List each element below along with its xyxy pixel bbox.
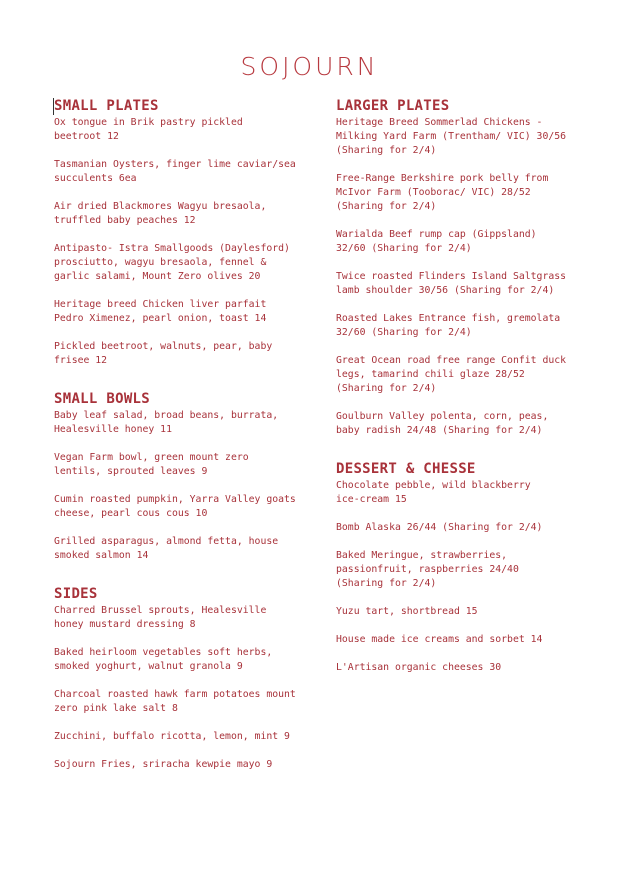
section-sides [54, 585, 324, 772]
menu-item: House made ice creams and sorbet 14 [336, 634, 543, 645]
menu-item: Charcoal roasted hawk farm potatoes mount zero pink lake salt 8 [54, 689, 296, 714]
menu-item: Goulburn Valley polenta, corn, peas, baby radish 24/48 (Sharing for 2/4) [336, 411, 549, 436]
menu-item: Heritage breed Chicken liver parfait Pedro Ximenez, pearl onion, toast 14 [54, 299, 267, 324]
section-small-plates [54, 97, 324, 368]
menu-item: Air dried Blackmores Wagyu bresaola, truffled baby peaches 12 [54, 201, 267, 226]
section-dessert-cheese [336, 460, 596, 675]
section-heading-sides: SIDES [54, 586, 98, 602]
menu-item: Chocolate pebble, wild blackberry ice-cream 15 [336, 480, 531, 505]
menu-item: Ox tongue in Brik pastry pickled beetroot 12 [54, 117, 243, 142]
menu-item: Great Ocean road free range Confit duck legs, tamarind chili glaze 28/52 (Sharing for 2/4) [336, 355, 567, 394]
menu-item: Yuzu tart, shortbread 15 [336, 606, 478, 617]
menu-item: Roasted Lakes Entrance fish, gremolata 32/60 (Sharing for 2/4) [336, 313, 561, 338]
menu-item: L'Artisan organic cheeses 30 [336, 662, 502, 673]
menu-item: Vegan Farm bowl, green mount zero lentils, sprouted leaves 9 [54, 452, 249, 477]
section-heading-dessert-cheese: DESSERT & CHESSE [336, 461, 476, 477]
section-heading-small-plates: SMALL PLATES [54, 98, 159, 114]
menu-item: Warialda Beef rump cap (Gippsland) 32/60 (Sharing for 2/4) [336, 229, 537, 254]
menu-item: Baby leaf salad, broad beans, burrata, Healesville honey 11 [54, 410, 279, 435]
menu-item: Antipasto- Istra Smallgoods (Daylesford) prosciutto, wagyu bresaola, fennel & garlic salami, Mount Zero olives 20 [54, 243, 290, 282]
menu-item: Heritage Breed Sommerlad Chickens - Milking Yard Farm (Trentham/ VIC) 30/56 (Sharing for 2/4) [336, 117, 567, 156]
menu-item: Tasmanian Oysters, finger lime caviar/sea succulents 6ea [54, 159, 296, 184]
menu-item: Charred Brussel sprouts, Healesville honey mustard dressing 8 [54, 605, 267, 630]
menu-item: Pickled beetroot, walnuts, pear, baby frisee 12 [54, 341, 273, 366]
menu-item: Zucchini, buffalo ricotta, lemon, mint 9 [54, 731, 290, 742]
menu-item: Free-Range Berkshire pork belly from McIvor Farm (Tooborac/ VIC) 28/52 (Sharing for 2/4) [336, 173, 549, 212]
section-heading-small-bowls: SMALL BOWLS [54, 391, 151, 407]
menu-item: Cumin roasted pumpkin, Yarra Valley goats cheese, pearl cous cous 10 [54, 494, 296, 519]
menu-item: Baked heirloom vegetables soft herbs, smoked yoghurt, walnut granola 9 [54, 647, 273, 672]
menu-item: Baked Meringue, strawberries, passionfruit, raspberries 24/40 (Sharing for 2/4) [336, 550, 519, 589]
menu-item: Sojourn Fries, sriracha kewpie mayo 9 [54, 759, 273, 770]
menu-left-column [54, 97, 324, 794]
menu-right-column [336, 97, 596, 697]
section-larger-plates [336, 97, 596, 438]
menu-item: Bomb Alaska 26/44 (Sharing for 2/4) [336, 522, 543, 533]
section-heading-larger-plates: LARGER PLATES [336, 98, 450, 114]
menu-item: Grilled asparagus, almond fetta, house smoked salmon 14 [54, 536, 279, 561]
section-small-bowls [54, 390, 324, 563]
menu-item: Twice roasted Flinders Island Saltgrass lamb shoulder 30/56 (Sharing for 2/4) [336, 271, 567, 296]
restaurant-logo: SOJOURN [240, 52, 379, 81]
